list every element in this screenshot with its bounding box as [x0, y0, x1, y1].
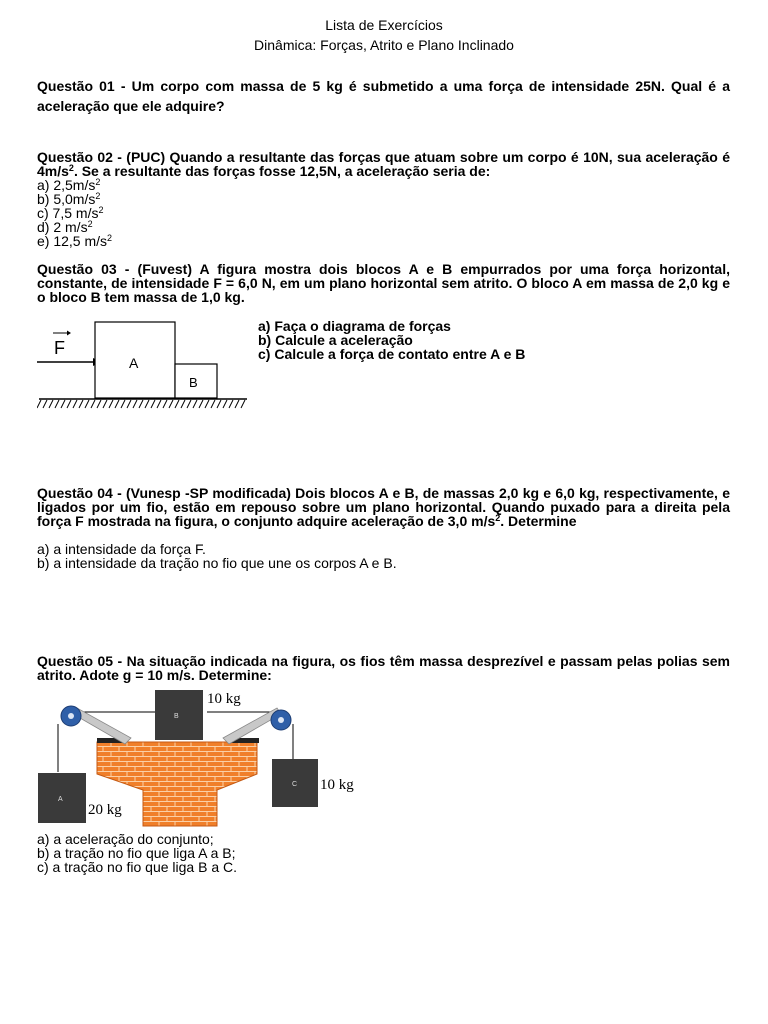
hatch-mark — [37, 400, 41, 408]
question-5-text: Questão 05 - Na situação indicada na figura, os fios têm massa desprezível e passam pelas polias sem atrito. Adote g = 10 m/s. Determine: — [37, 653, 730, 683]
hatch-mark — [241, 400, 245, 408]
question-4-text-b: . Determine — [500, 513, 577, 529]
question-2-sup: 2 — [68, 163, 74, 173]
hatch-mark — [121, 400, 125, 408]
hatch-mark — [133, 400, 137, 408]
hatch-mark — [97, 400, 101, 408]
hatch-mark — [151, 400, 155, 408]
question-5-item-b: b) a tração no fio que liga A a B; — [37, 845, 236, 861]
mass-a-label: 20 kg — [88, 802, 122, 818]
block-b — [155, 690, 203, 740]
hatch-mark — [49, 400, 53, 408]
hatch-mark — [169, 400, 173, 408]
hatch-mark — [73, 400, 77, 408]
hatch-mark — [211, 400, 215, 408]
option-c: c) 7,5 $m/s^2$ — [37, 205, 104, 221]
option-b: b) $5,0m/s^2$ — [37, 191, 101, 207]
force-label: F — [54, 338, 65, 358]
question-3-item-a: a) Faça o diagrama de forças — [258, 318, 451, 334]
hatch-mark — [229, 400, 233, 408]
block-a-label: A — [129, 355, 139, 371]
question-1 — [37, 76, 730, 116]
block-b-label: B — [189, 375, 198, 390]
question-5-item-c: c) a tração no fio que liga B a C. — [37, 859, 237, 875]
hatch-mark — [217, 400, 221, 408]
option-d: d) 2 $m/s^2$ — [37, 219, 93, 235]
hatch-mark — [175, 400, 179, 408]
question-3-item-b: b) Calcule a aceleração — [258, 332, 413, 348]
hatch-mark — [109, 400, 113, 408]
question-4-item-b: b) a intensidade da tração no fio que une os corpos A e B. — [37, 555, 397, 571]
block-c-label: C — [292, 781, 298, 788]
question-2-text-b: . Se a resultante das forças fosse 12,5N, a aceleração seria de: — [73, 163, 491, 179]
question-2-text-a: Questão 02 - (PUC) Quando a resultante das forças que atuam sobre um corpo é 10N, sua aceleração é 4m/s — [37, 149, 730, 179]
hatch-mark — [163, 400, 167, 408]
question-4 — [37, 486, 730, 528]
question-4-items — [37, 542, 397, 570]
question-3-items — [258, 319, 525, 361]
question-5-item-a: a) a aceleração do conjunto; — [37, 831, 214, 847]
hatch-mark — [61, 400, 65, 408]
hatch-mark — [145, 400, 149, 408]
figure-blocks-ab — [37, 318, 249, 412]
mass-b-label: 10 kg — [207, 691, 241, 707]
hatch-mark — [187, 400, 191, 408]
question-4-item-a: a) a intensidade da força F. — [37, 541, 206, 557]
question-3 — [37, 262, 730, 304]
question-2-options — [37, 178, 112, 248]
question-5-items — [37, 832, 237, 874]
hatch-mark — [91, 400, 95, 408]
question-4-sup: 2 — [495, 513, 501, 523]
question-2 — [37, 150, 730, 178]
question-5 — [37, 654, 730, 682]
hatch-mark — [103, 400, 107, 408]
page-subtitle: Dinâmica: Forças, Atrito e Plano Inclinado — [254, 37, 514, 53]
hatch-mark — [199, 400, 203, 408]
hatch-mark — [181, 400, 185, 408]
hatch-mark — [85, 400, 89, 408]
ground-hatching — [37, 400, 245, 408]
option-a: a) $2,5m/s^2$ — [37, 177, 101, 193]
page-title: Lista de Exercícios — [325, 17, 443, 33]
hatch-mark — [115, 400, 119, 408]
hatch-mark — [193, 400, 197, 408]
figure-pulley-system — [35, 686, 365, 832]
hatch-mark — [79, 400, 83, 408]
hatch-mark — [205, 400, 209, 408]
hatch-mark — [223, 400, 227, 408]
hatch-mark — [127, 400, 131, 408]
question-4-text-a: Questão 04 - (Vunesp -SP modificada) Dois blocos A e B, de massas 2,0 kg e 6,0 kg, respectivamente, e ligados por um fio, estão em repouso sobre um plano horizontal. Quando puxado para a direita pela força F mostrada na figura, o conjunto adquire aceleração de 3,0 m/s — [37, 485, 730, 529]
hatch-mark — [43, 400, 47, 408]
hatch-mark — [139, 400, 143, 408]
hatch-mark — [235, 400, 239, 408]
block-a-label: A — [58, 796, 63, 803]
hatch-mark — [157, 400, 161, 408]
block-b-label: B — [174, 713, 179, 720]
hatch-mark — [55, 400, 59, 408]
option-e: e) 12,5 $m/s^2$ — [37, 233, 113, 249]
mass-c-label: 10 kg — [320, 777, 354, 793]
question-3-text: Questão 03 - (Fuvest) A figura mostra dois blocos A e B empurrados por uma força horizontal, constante, de intensidade F = 6,0 N, em um plano horizontal sem atrito. O bloco A em massa de 2,0 kg e o bloco B tem massa de 1,0 kg. — [37, 261, 730, 305]
question-1-text: Questão 01 - Um corpo com massa de 5 kg é submetido a uma força de intensidade 25N. Qual é a aceleração que ele adquire? — [37, 78, 730, 114]
hatch-mark — [67, 400, 71, 408]
question-3-item-c: c) Calcule a força de contato entre A e B — [258, 346, 526, 362]
